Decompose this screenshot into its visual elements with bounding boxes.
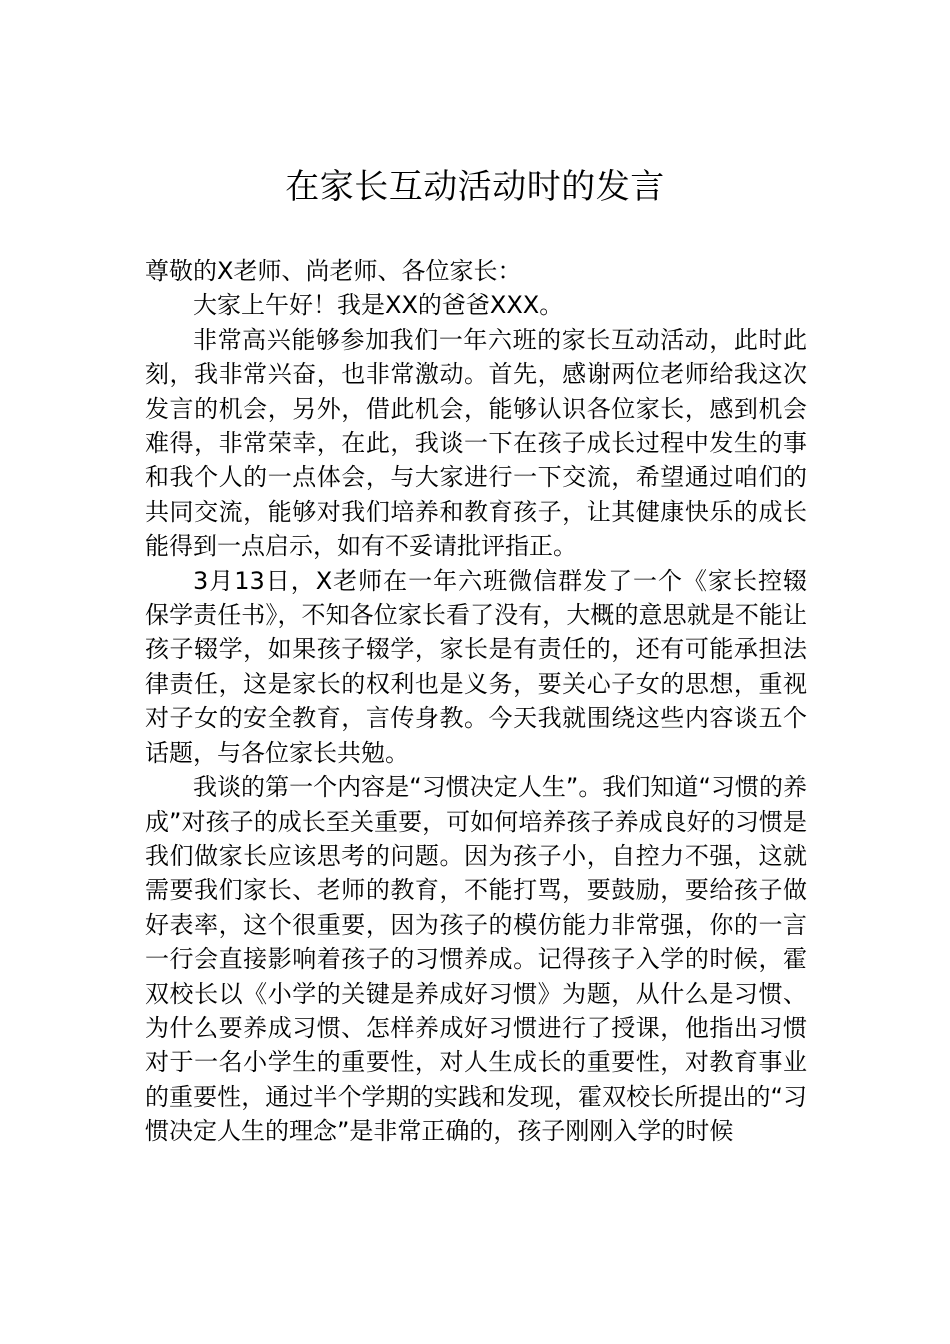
- document-title: 在家长互动活动时的发言: [285, 167, 665, 207]
- document-body: [145, 254, 807, 1149]
- salutation: 尊敬的X老师、尚老师、各位家长：: [145, 257, 522, 285]
- paragraph-habits: 我谈的第一个内容是“习惯决定人生”。我们知道“习惯的养成”对孩子的成长至关重要，可如何培养孩子养成良好的习惯是我们做家长应该思考的问题。因为孩子小，自控力不强，这就需要我们家长、老师的教育，不能打骂，要鼓励，要给孩子做好表率，这个很重要，因为孩子的模仿能力非常强，你的一言一行会直接影响着孩子的习惯养成。记得孩子入学的时候，霍双校长以《小学的关键是养成好习惯》为题，从什么是习惯、为什么要养成习惯、怎样养成好习惯进行了授课，他指出习惯对于一名小学生的重要性，对人生成长的重要性，对教育事业的重要性，通过半个学期的实践和发现，霍双校长所提出的“习惯决定人生的理念”是非常正确的，孩子刚刚入学的时候: [145, 773, 807, 1146]
- paragraph-responsibility: 3月13日，X老师在一年六班微信群发了一个《家长控辍保学责任书》，不知各位家长看了没有，大概的意思就是不能让孩子辍学，如果孩子辍学，家长是有责任的，还有可能承担法律责任，这是家长的权利也是义务，要关心子女的思想，重视对子女的安全教育，言传身教。今天我就围绕这些内容谈五个话题，与各位家长共勉。: [145, 566, 807, 767]
- paragraph-introduction: 非常高兴能够参加我们一年六班的家长互动活动，此时此刻，我非常兴奋，也非常激动。首先，感谢两位老师给我这次发言的机会，另外，借此机会，能够认识各位家长，感到机会难得，非常荣幸，在此，我谈一下在孩子成长过程中发生的事和我个人的一点体会，与大家进行一下交流，希望通过咱们的共同交流，能够对我们培养和教育孩子，让其健康快乐的成长能得到一点启示，如有不妥请批评指正。: [145, 325, 807, 561]
- paragraph-greeting: 大家上午好！我是XX的爸爸XXX。: [193, 291, 564, 320]
